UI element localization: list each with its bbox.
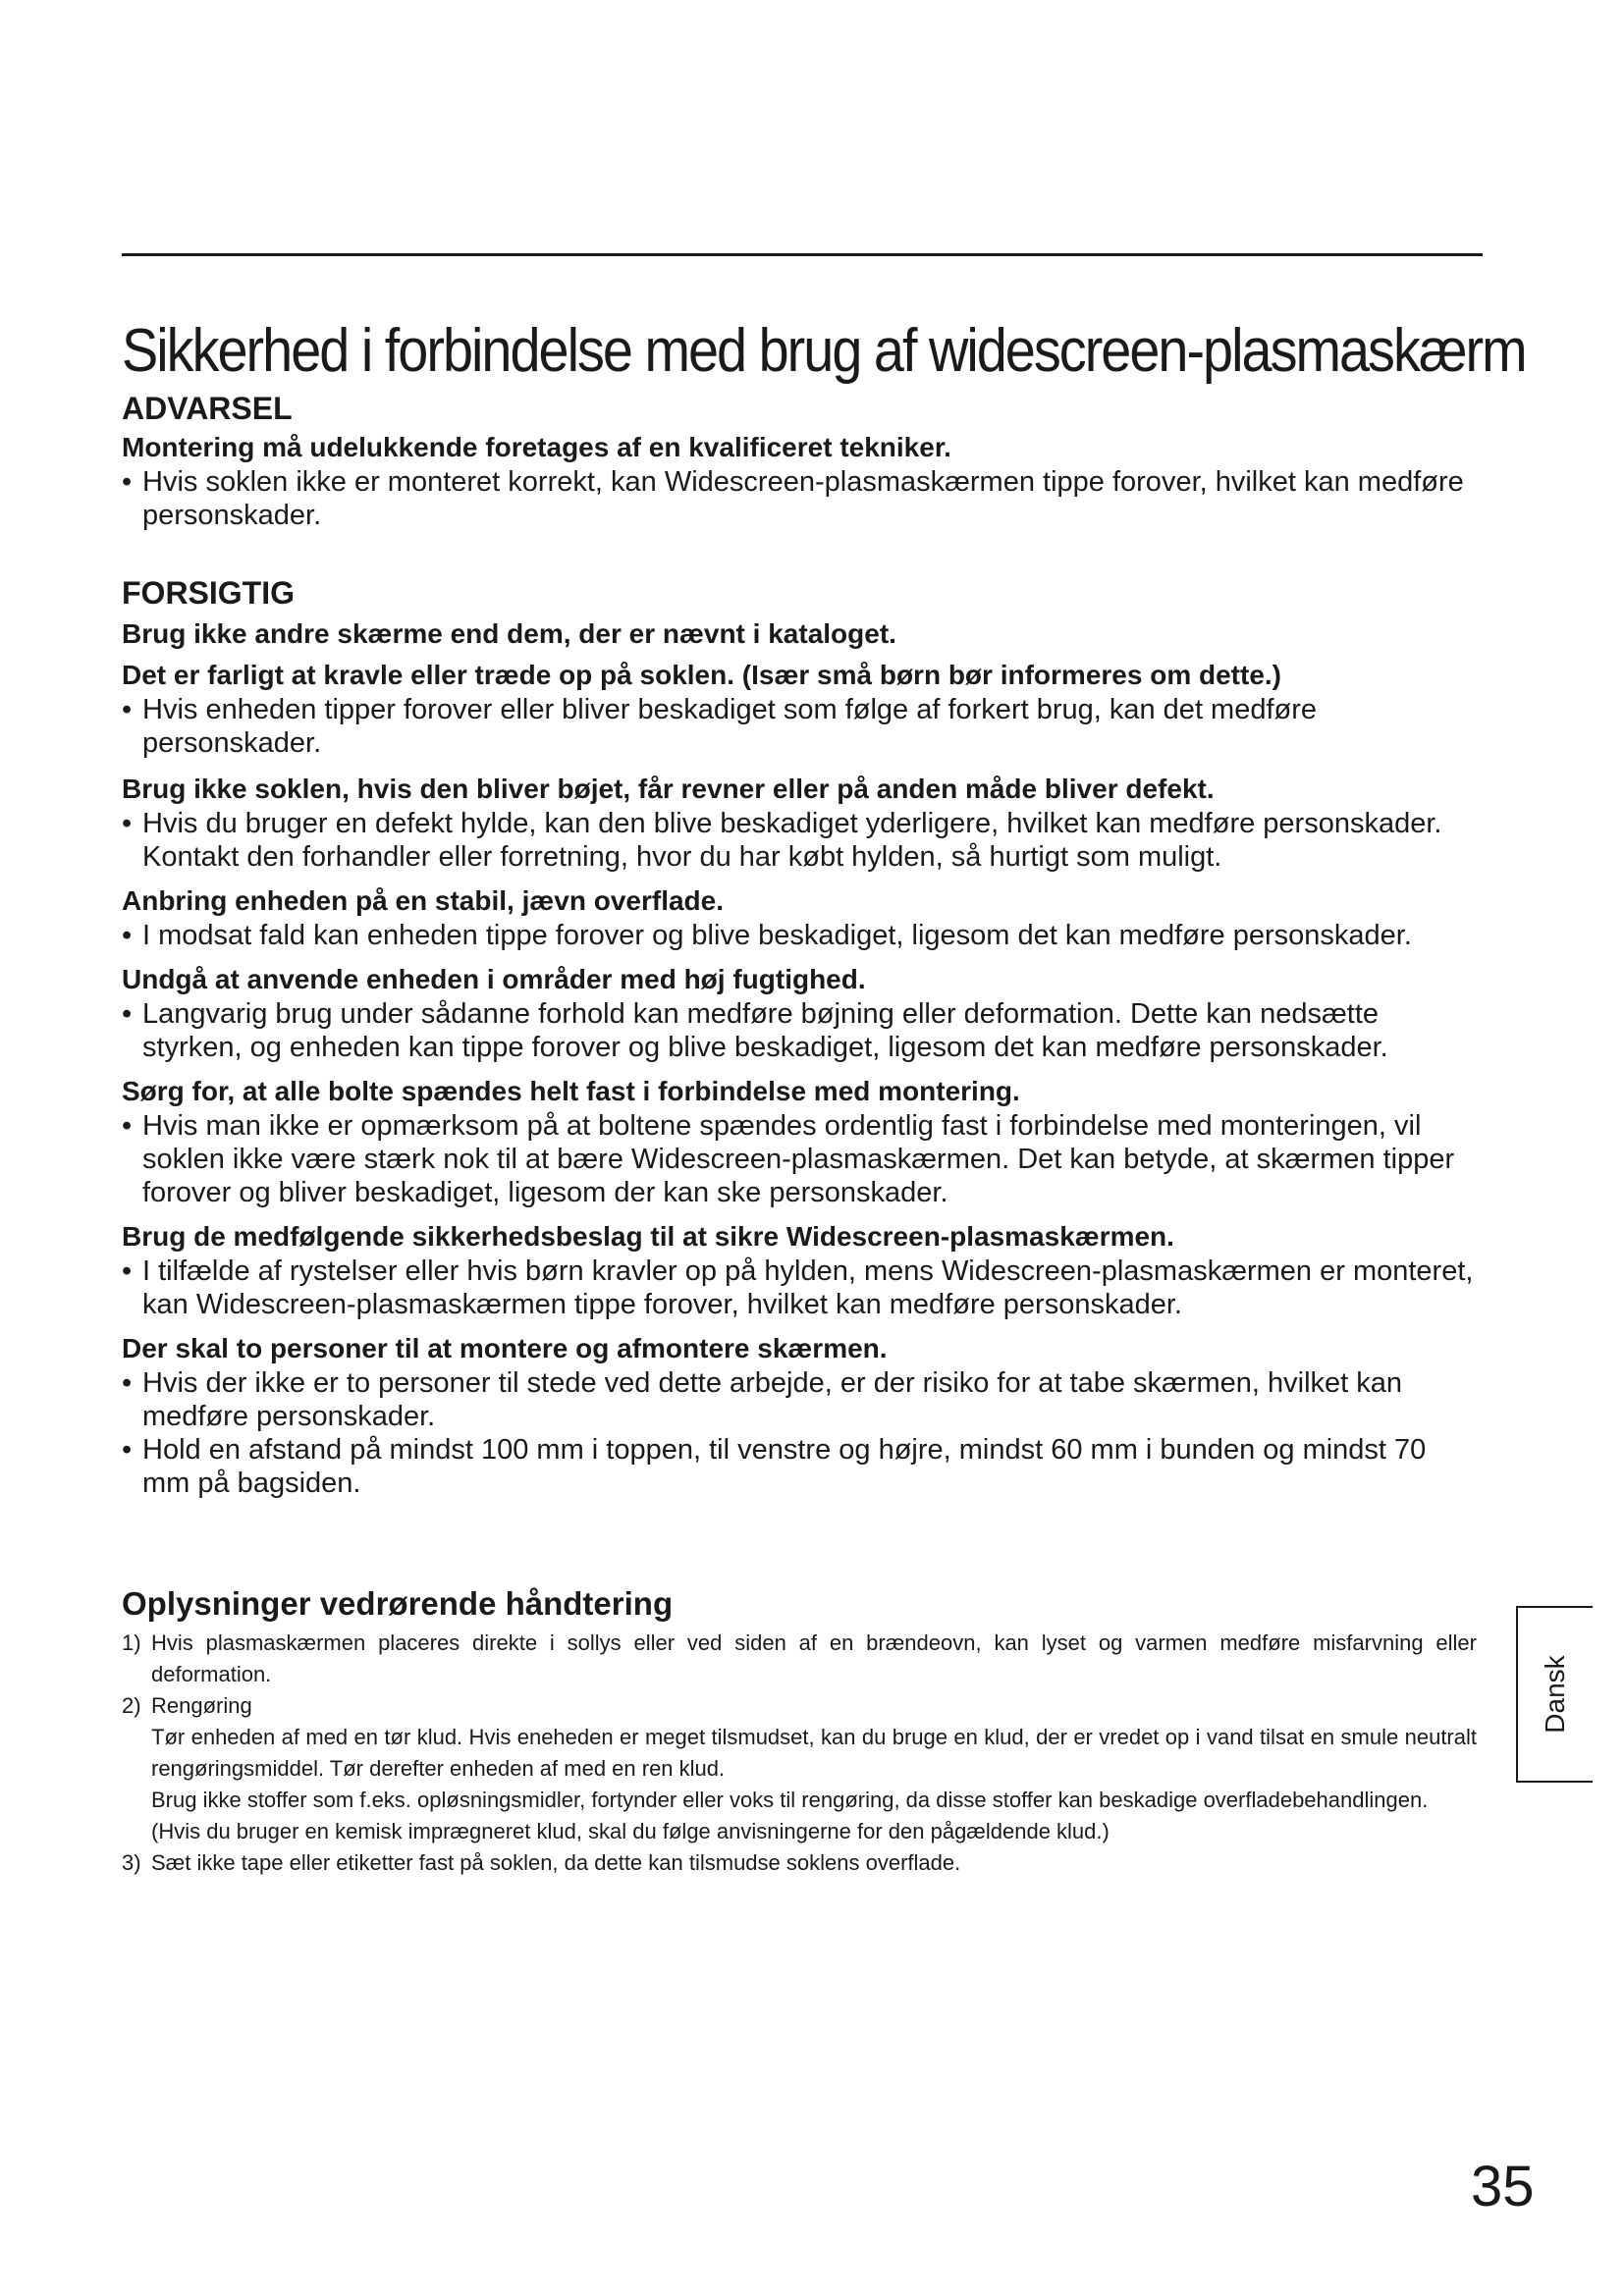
- bullet-dot-icon: •: [122, 1367, 133, 1399]
- bullet-item: [122, 693, 1477, 760]
- forsigtig-item: [122, 1219, 1477, 1321]
- bullet-text: Hvis soklen ikke er monteret korrekt, kan Widescreen-plasmaskærmen tippe forover, hvilket kan medføre personskader.: [142, 466, 1464, 531]
- advarsel-item: [122, 430, 1477, 532]
- bullet-item: [122, 1109, 1477, 1209]
- warning-title: Anbring enheden på en stabil, jævn overflade.: [122, 885, 725, 916]
- note-text: Sæt ikke tape eller etiketter fast på soklen, da dette kan tilsmudse soklens overflade.: [151, 1850, 961, 1875]
- forsigtig-item: [122, 962, 1477, 1064]
- warning-title: Sørg for, at alle bolte spændes helt fast i forbindelse med montering.: [122, 1076, 1020, 1106]
- forsigtig-heading: FORSIGTIG: [122, 575, 295, 611]
- bullet-item: [122, 1255, 1477, 1321]
- bullet-dot-icon: •: [122, 694, 133, 725]
- bullet-dot-icon: •: [122, 1434, 133, 1466]
- bullet-dot-icon: •: [122, 1255, 133, 1287]
- bullet-item: [122, 919, 1477, 952]
- warning-title: Der skal to personer til at montere og afmontere skærmen.: [122, 1333, 888, 1363]
- note-paragraph: Brug ikke stoffer som f.eks. opløsningsmidler, fortynder eller voks til rengøring, da disse stoffer kan beskadige overfladebehandlingen.: [151, 1788, 1429, 1812]
- bullet-text: Hvis enheden tipper forover eller bliver beskadiget som følge af forkert brug, kan det medføre personskader.: [142, 694, 1318, 759]
- bullet-item: [122, 1433, 1477, 1500]
- page-title: Sikkerhed i forbindelse med brug af widescreen-plasmaskærm: [122, 317, 1526, 385]
- bullet-item: [122, 807, 1477, 874]
- language-tab: [1516, 1606, 1593, 1783]
- forsigtig-item: [122, 1331, 1477, 1500]
- bullet-item: [122, 465, 1477, 532]
- page-number: 35: [1471, 2155, 1535, 2218]
- forsigtig-item: [122, 883, 1477, 952]
- forsigtig-item: [122, 616, 1477, 760]
- bullet-dot-icon: •: [122, 920, 133, 951]
- forsigtig-item: [122, 772, 1477, 874]
- bullet-text: Hvis du bruger en defekt hylde, kan den blive beskadiget yderligere, hvilket kan medføre personskader. Kontakt den forhandler eller forretning, hvor du har købt hylden, så hurtigt som muligt.: [142, 808, 1442, 873]
- bullet-text: I modsat fald kan enheden tippe forover og blive beskadiget, ligesom det kan medføre personskader.: [142, 920, 1412, 951]
- bullet-dot-icon: •: [122, 808, 133, 839]
- warning-title: Brug de medfølgende sikkerhedsbeslag til at sikre Widescreen-plasmaskærmen.: [122, 1221, 1174, 1252]
- warning-title: Montering må udelukkende foretages af en kvalificeret tekniker.: [122, 432, 951, 462]
- note-text: Rengøring: [151, 1693, 252, 1718]
- note-text: Hvis plasmaskærmen placeres direkte i sollys eller ved siden af en brændeovn, kan lyset og varmen medføre misfarvning eller deformation.: [151, 1630, 1477, 1686]
- bullet-text: Langvarig brug under sådanne forhold kan medføre bøjning eller deformation. Dette kan nedsætte styrken, og enheden kan tippe forover og blive beskadiget, ligesom det kan medføre personskader.: [142, 998, 1388, 1063]
- note-paragraph: Tør enheden af med en tør klud. Hvis eneheden er meget tilsmudset, kan du bruge en klud, der er vredet op i vand tilsat en smule neutralt rengøringsmiddel. Tør derefter enheden af med en ren klud.: [151, 1725, 1477, 1781]
- bullet-text: I tilfælde af rystelser eller hvis børn kravler op på hylden, mens Widescreen-plasmaskærmen er monteret, kan Widescreen-plasmaskærmen tippe forover, hvilket kan medføre personskader.: [142, 1255, 1474, 1320]
- note-number: 2): [122, 1693, 141, 1718]
- handling-notes: [122, 1628, 1477, 1879]
- note-number: 3): [122, 1850, 141, 1875]
- language-tab-label: Dansk: [1540, 1655, 1570, 1734]
- warning-title: Brug ikke andre skærme end dem, der er nævnt i kataloget.: [122, 618, 896, 649]
- note-number: 1): [122, 1630, 141, 1655]
- forsigtig-item: [122, 1074, 1477, 1209]
- bullet-item: [122, 1366, 1477, 1433]
- bullet-text: Hvis der ikke er to personer til stede ved dette arbejde, er der risiko for at tabe skærmen, hvilket kan medføre personskader.: [142, 1367, 1403, 1432]
- bullet-dot-icon: •: [122, 466, 133, 498]
- bullet-text: Hvis man ikke er opmærksom på at boltene spændes ordentlig fast i forbindelse med monteringen, vil soklen ikke være stærk nok til at bære Widescreen-plasmaskærmen. Det kan betyde, at skærmen tipper forover og bliver beskadiget, ligesom der kan ske personskader.: [142, 1110, 1455, 1208]
- note-item: [122, 1628, 1477, 1690]
- warning-title: Det er farligt at kravle eller træde op på soklen. (Især små børn bør informeres om dette.): [122, 660, 1281, 690]
- note-item: [122, 1690, 1477, 1722]
- note-item: [122, 1847, 1477, 1879]
- bullet-text: Hold en afstand på mindst 100 mm i toppen, til venstre og højre, mindst 60 mm i bunden og mindst 70 mm på bagsiden.: [142, 1434, 1427, 1499]
- top-rule: [122, 253, 1483, 256]
- bullet-dot-icon: •: [122, 998, 133, 1030]
- warning-title: Undgå at anvende enheden i områder med høj fugtighed.: [122, 964, 866, 994]
- advarsel-heading: ADVARSEL: [122, 391, 293, 426]
- note-paragraph: (Hvis du bruger en kemisk imprægneret klud, skal du følge anvisningerne for den pågældende klud.): [151, 1819, 1110, 1843]
- warning-title: Brug ikke soklen, hvis den bliver bøjet, får revner eller på anden måde bliver defekt.: [122, 774, 1215, 804]
- handling-heading: Oplysninger vedrørende håndtering: [122, 1585, 674, 1622]
- bullet-item: [122, 997, 1477, 1064]
- content: [122, 389, 1477, 1879]
- bullet-dot-icon: •: [122, 1110, 133, 1142]
